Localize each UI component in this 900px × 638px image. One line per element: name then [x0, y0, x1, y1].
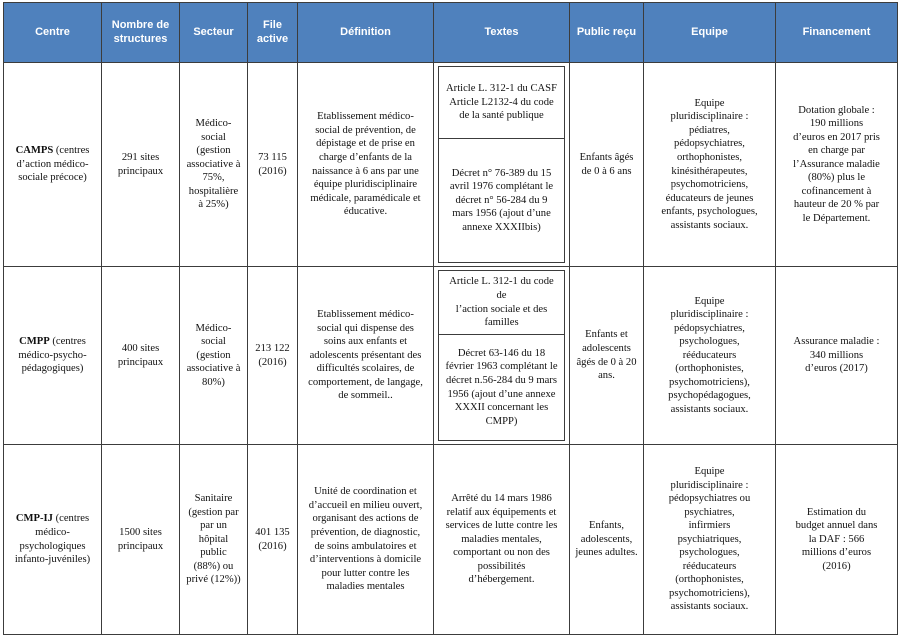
header-definition: Définition: [298, 3, 434, 63]
file-active-cell: 73 115 (2016): [248, 63, 298, 267]
centre-description: (centres médico- psychologiques infanto-juvéniles): [14, 513, 91, 566]
table-row: [4, 445, 898, 635]
header-public: Public reçu: [570, 3, 644, 63]
texte-article: Article L. 312-1 du CASF Article L2132-4 du code de la santé publique: [439, 67, 565, 139]
textes-subtable: [438, 66, 565, 263]
structures-cell: 400 sites principaux: [102, 267, 180, 445]
financement-cell: Assurance maladie : 340 millions d’euros (2017): [776, 267, 898, 445]
centre-cell: [4, 63, 102, 267]
financement-cell: Dotation globale : 190 millions d’euros en 2017 pris en charge par l’Assurance maladie (80%) plus le cofinancement à hauteur de 20 % par le Département.: [776, 63, 898, 267]
table-row: [4, 63, 898, 267]
texte-decret: Décret n° 76-389 du 15 avril 1976 complétant le décret n° 56-284 du 9 mars 1956 (ajout d’une annexe XXXIIbis): [439, 139, 565, 263]
header-row: [4, 3, 898, 63]
public-cell: Enfants âgés de 0 à 6 ans: [570, 63, 644, 267]
public-cell: Enfants, adolescents, jeunes adultes.: [570, 445, 644, 635]
textes-cell: [434, 267, 570, 445]
centre-description: (centres d’action médico- sociale précoce): [16, 145, 90, 184]
texte-article: Article L. 312-1 du code de l’action sociale et des familles: [439, 271, 565, 335]
public-cell: Enfants et adolescents âgés de 0 à 20 ans.: [570, 267, 644, 445]
header-textes: Textes: [434, 3, 570, 63]
secteur-cell: Médico- social (gestion associative à 80%): [180, 267, 248, 445]
file-active-cell: 213 122 (2016): [248, 267, 298, 445]
definition-cell: Unité de coordination et d’accueil en milieu ouvert, organisant des actions de prévention, de diagnostic, de soins ambulatoires et d’interventions à domicile pour lutter contre les maladies mentales: [298, 445, 434, 635]
table-row: [4, 267, 898, 445]
centre-name: CAMPS: [15, 145, 54, 157]
textes-subtable: [438, 270, 565, 441]
centre-description: (centres médico-psycho- pédagogiques): [18, 336, 87, 375]
header-financement: Financement: [776, 3, 898, 63]
textes-cell: [434, 63, 570, 267]
secteur-cell: Médico- social (gestion associative à 75%, hospitalière à 25%): [180, 63, 248, 267]
header-structures: Nombre de structures: [102, 3, 180, 63]
header-secteur: Secteur: [180, 3, 248, 63]
centre-cell: [4, 267, 102, 445]
texte-decret: Décret 63-146 du 18 février 1963 complétant le décret n.56-284 du 9 mars 1956 (ajout d’une annexe XXXII concernant les CMPP): [439, 335, 565, 441]
comparison-table: [3, 2, 898, 635]
header-equipe: Equipe: [644, 3, 776, 63]
definition-cell: Etablissement médico- social qui dispense des soins aux enfants et adolescents présentant des difficultés scolaires, de comportement, de langage, de sommeil..: [298, 267, 434, 445]
file-active-cell: 401 135 (2016): [248, 445, 298, 635]
structures-cell: 1500 sites principaux: [102, 445, 180, 635]
textes-cell: Arrêté du 14 mars 1986 relatif aux équipements et services de lutte contre les maladies mentales, comportant ou non des possibilités d’hébergement.: [434, 445, 570, 635]
secteur-cell: Sanitaire (gestion par par un hôpital public (88%) ou privé (12%)): [180, 445, 248, 635]
definition-cell: Etablissement médico- social de prévention, de dépistage et de prise en charge d’enfants de la naissance à 6 ans par une équipe pluridisciplinaire médicale, paramédicale et éducative.: [298, 63, 434, 267]
equipe-cell: Equipe pluridisciplinaire : pédopsychiatres ou psychiatres, infirmiers psychiatriques, psychologues, rééducateurs (orthophonistes, psychomotriciens), assistants sociaux.: [644, 445, 776, 635]
structures-cell: 291 sites principaux: [102, 63, 180, 267]
centre-cell: [4, 445, 102, 635]
header-file-active: File active: [248, 3, 298, 63]
centre-name: CMP-IJ: [15, 513, 53, 525]
centre-name: CMPP: [19, 336, 50, 348]
equipe-cell: Equipe pluridisciplinaire : pédiatres, pédopsychiatres, orthophonistes, kinésithérapeutes, psychomotriciens, éducateurs de jeunes enfants, psychologues, assistants sociaux.: [644, 63, 776, 267]
equipe-cell: Equipe pluridisciplinaire : pédopsychiatres, psychologues, rééducateurs (orthophonistes, psychomotriciens), psychopédagogues, assistants sociaux.: [644, 267, 776, 445]
header-centre: Centre: [4, 3, 102, 63]
financement-cell: Estimation du budget annuel dans la DAF : 566 millions d’euros (2016): [776, 445, 898, 635]
